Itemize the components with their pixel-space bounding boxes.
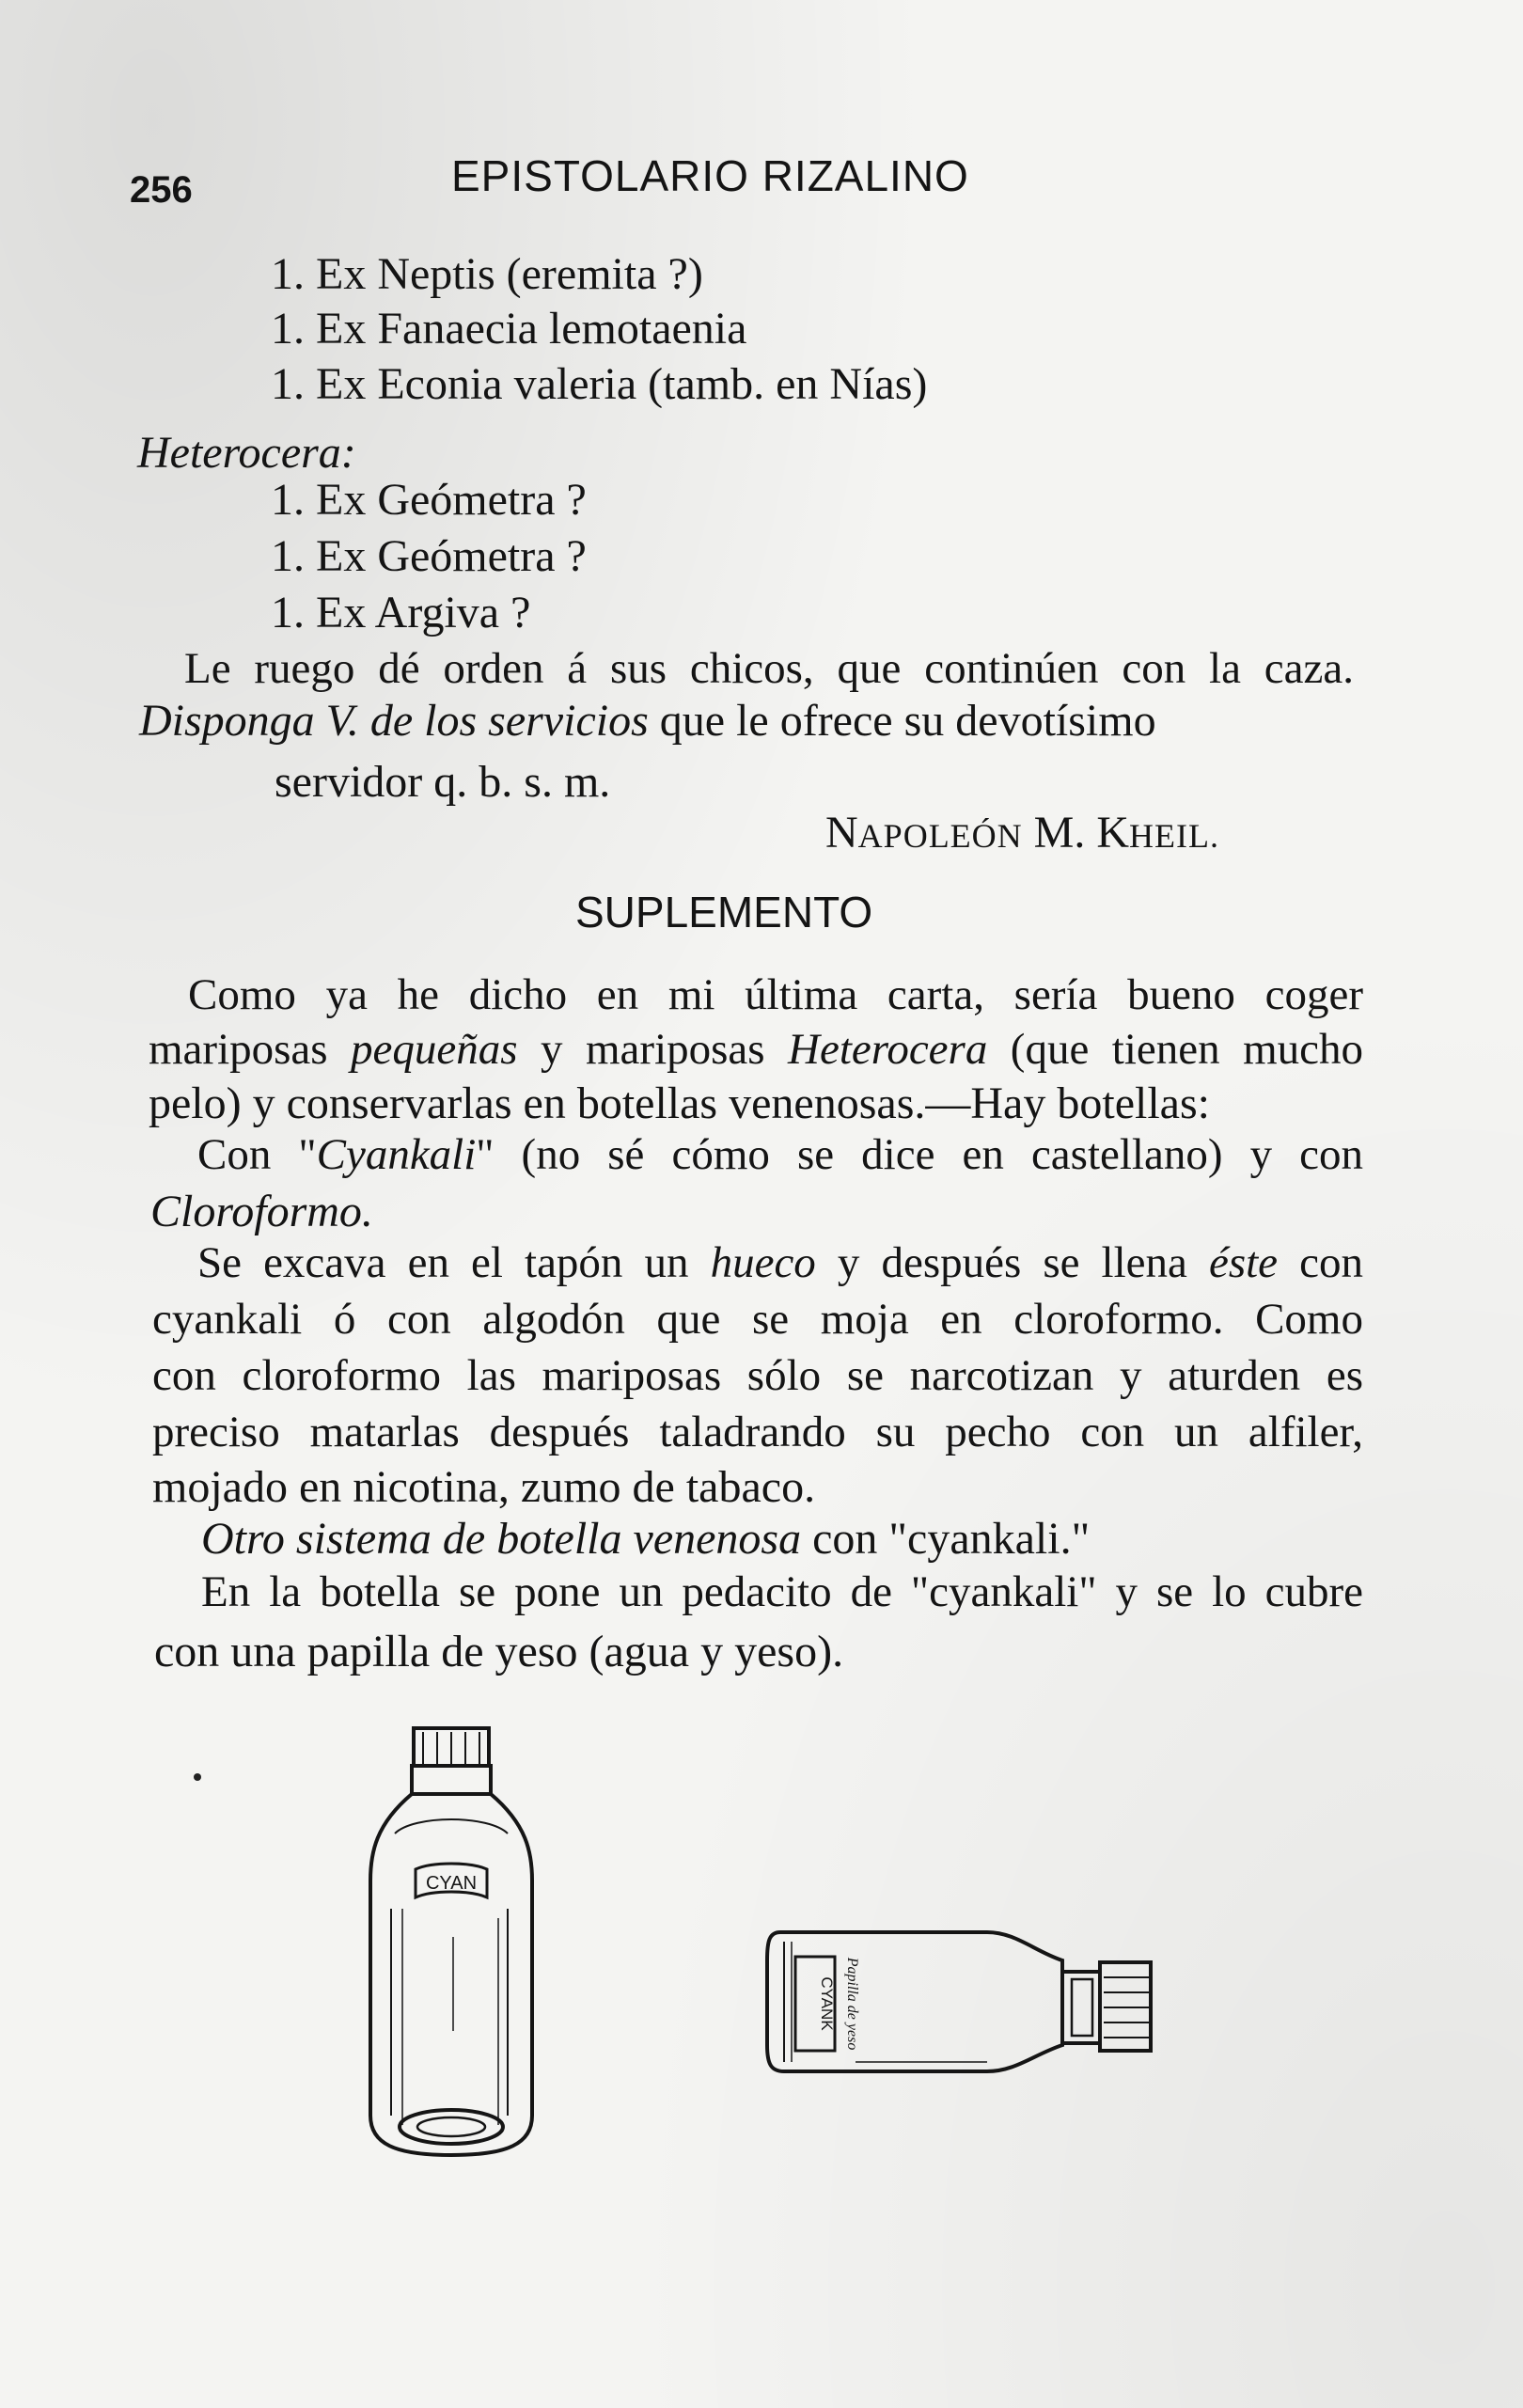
bottle2-label: CYANK — [818, 1976, 836, 2031]
upright-bottle-illustration — [357, 1721, 573, 2163]
section-label-heterocera: Heterocera: — [137, 428, 356, 478]
letter-line: Disponga V. de los servicios que le ofrece su devotísimo — [139, 696, 1156, 746]
paragraph-line: pelo) y conservarlas en botellas venenosas.—Hay botellas: — [149, 1078, 1210, 1128]
paragraph-line: Otro sistema de botella venenosa con "cyankali." — [201, 1514, 1091, 1564]
list-item: 1. Ex Geómetra ? — [271, 531, 587, 581]
paragraph-line: En la botella se pone un pedacito de "cyankali" y se lo cubre — [201, 1567, 1363, 1616]
list-item: 1. Ex Geómetra ? — [271, 475, 587, 525]
running-title: EPISTOLARIO RIZALINO — [451, 151, 969, 200]
paragraph-line: mojado en nicotina, zumo de tabaco. — [152, 1462, 816, 1512]
paragraph-line: cyankali ó con algodón que se moja en cloroformo. Como — [152, 1295, 1363, 1344]
page-number: 256 — [130, 169, 193, 211]
letter-line: Le ruego dé orden á sus chicos, que continúen con la caza. — [184, 644, 1354, 693]
paragraph-line: Cloroformo. — [150, 1187, 373, 1236]
supplement-heading: SUPLEMENTO — [575, 888, 873, 936]
paragraph-line: con una papilla de yeso (agua y yeso). — [154, 1627, 844, 1676]
bottle1-label: CYAN — [425, 1873, 478, 1894]
list-item: 1. Ex Econia valeria (tamb. en Nías) — [271, 359, 928, 409]
signature: NAPOLEÓN M. KHEIL. — [825, 808, 1219, 858]
paragraph-line: Como ya he dicho en mi última carta, sería bueno coger — [188, 970, 1363, 1019]
bottle2-script: Papilla de yeso — [844, 1957, 860, 2051]
paragraph-line: Se excava en el tapón un hueco y después se llena éste con — [197, 1238, 1363, 1287]
paragraph-line: Con "Cyankali" (no sé cómo se dice en castellano) y con — [197, 1130, 1363, 1179]
paragraph-line: mariposas pequeñas y mariposas Heterocera (que tienen mucho — [149, 1025, 1363, 1074]
list-item: 1. Ex Argiva ? — [271, 588, 531, 637]
letter-line: servidor q. b. s. m. — [275, 757, 611, 807]
list-item: 1. Ex Neptis (eremita ?) — [271, 249, 703, 299]
lying-bottle-illustration — [762, 1904, 1175, 2092]
paragraph-line: con cloroformo las mariposas sólo se narcotizan y aturden es — [152, 1351, 1363, 1400]
list-item: 1. Ex Fanaecia lemotaenia — [271, 304, 747, 354]
ink-speck — [188, 1768, 207, 1786]
paragraph-line: preciso matarlas después taladrando su pecho con un alfiler, — [152, 1408, 1363, 1456]
